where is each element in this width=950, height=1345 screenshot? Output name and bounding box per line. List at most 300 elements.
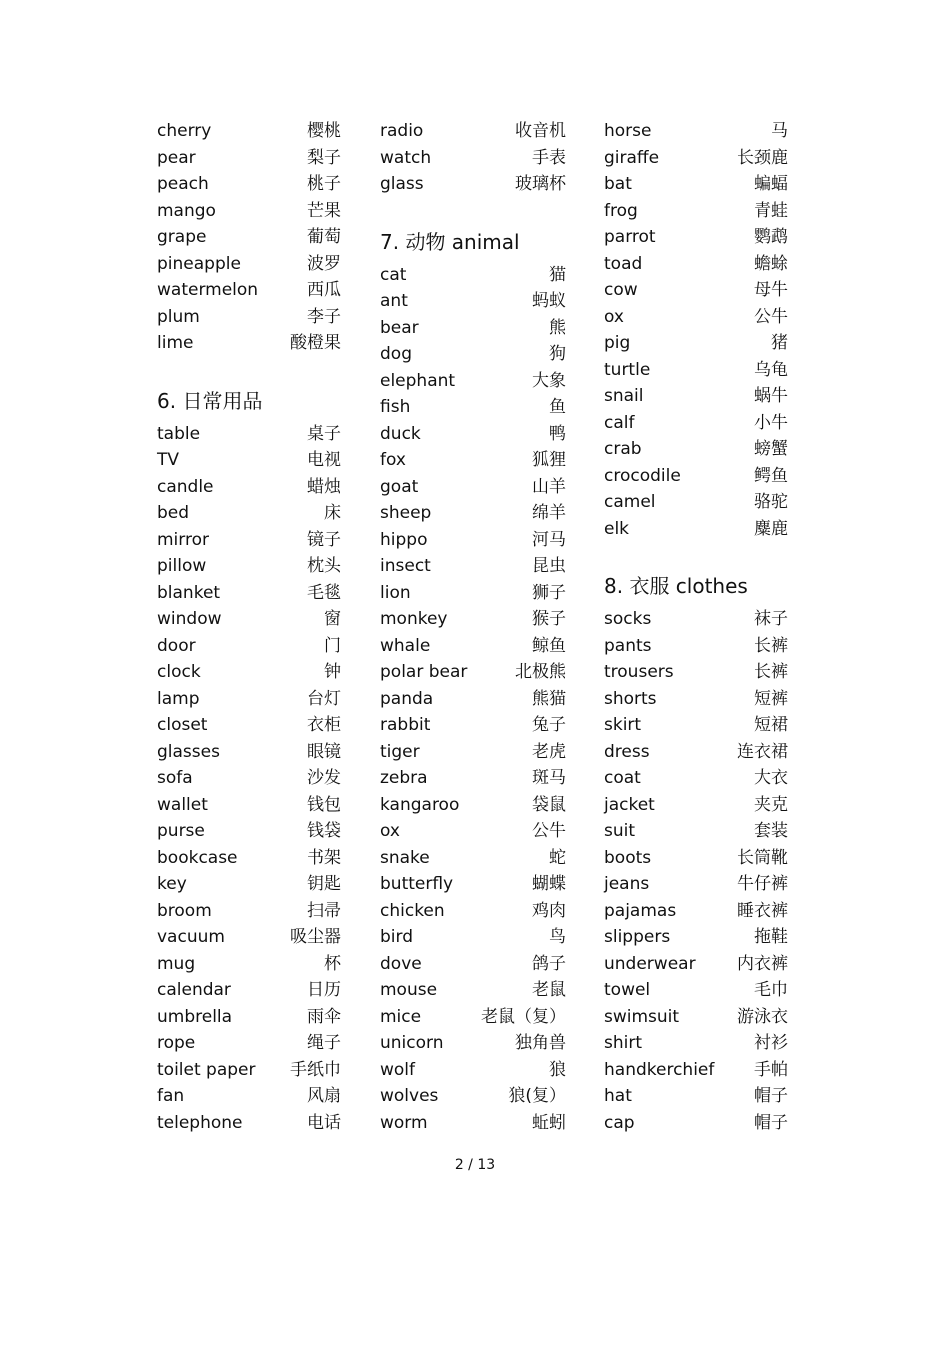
english-word: hat: [604, 1086, 632, 1106]
chinese-word: 蛇: [549, 847, 566, 868]
chinese-word: 熊猫: [532, 688, 566, 709]
chinese-word: 鱼: [549, 397, 566, 417]
chinese-word: 衬衫: [754, 1033, 788, 1053]
chinese-word: 狮子: [532, 582, 566, 603]
chinese-word: 袋鼠: [532, 794, 566, 815]
english-word: frog: [604, 200, 638, 221]
english-word: ox: [380, 821, 400, 841]
section-heading: 8. 衣服 clothes: [604, 574, 748, 598]
english-word: slippers: [604, 927, 671, 947]
english-word: duck: [380, 423, 421, 444]
english-word: dove: [380, 953, 422, 974]
english-word: cherry: [157, 121, 212, 141]
chinese-word: 风扇: [307, 1086, 341, 1106]
vocab-row: [157, 1057, 343, 1084]
chinese-word: 骆驼: [754, 492, 788, 512]
vocab-row: [157, 171, 343, 198]
chinese-word: 电话: [307, 1112, 341, 1133]
chinese-word: 钱包: [307, 794, 341, 815]
vocab-row: [380, 686, 568, 713]
chinese-word: 鳄鱼: [754, 465, 788, 486]
english-word: insect: [380, 556, 431, 576]
chinese-word: 沙发: [307, 768, 341, 788]
chinese-word: 帽子: [754, 1112, 788, 1133]
english-word: camel: [604, 492, 656, 512]
english-word: bear: [380, 317, 419, 338]
english-word: wolves: [380, 1086, 439, 1106]
chinese-word: 鸟: [549, 927, 566, 947]
chinese-word: 狗: [549, 344, 566, 364]
chinese-word: 手表: [532, 147, 566, 168]
chinese-word: 鲸鱼: [532, 635, 566, 656]
english-word: trousers: [604, 662, 674, 682]
chinese-word: 钱袋: [307, 821, 341, 841]
vocab-row: [604, 304, 790, 331]
english-word: lion: [380, 582, 411, 603]
english-word: towel: [604, 980, 651, 1000]
english-word: clock: [157, 662, 201, 682]
vocab-row: [157, 898, 343, 925]
chinese-word: 独角兽: [515, 1033, 566, 1053]
english-word: butterfly: [380, 874, 454, 894]
vocab-row: [604, 145, 790, 172]
english-word: shorts: [604, 688, 657, 709]
vocab-row: [380, 633, 568, 660]
english-word: socks: [604, 609, 652, 629]
vocab-row: [604, 516, 790, 543]
chinese-word: 老鼠（复）: [481, 1006, 566, 1027]
vocab-row: [380, 580, 568, 607]
chinese-word: 绳子: [307, 1033, 341, 1053]
chinese-word: 毛巾: [754, 980, 788, 1000]
vocab-row: [380, 1110, 568, 1137]
chinese-word: 小牛: [754, 412, 788, 433]
chinese-word: 鸽子: [532, 953, 566, 974]
english-word: wallet: [157, 794, 208, 815]
chinese-word: 老鼠: [532, 980, 566, 1000]
chinese-word: 河马: [532, 529, 566, 550]
english-word: turtle: [604, 359, 651, 380]
english-word: ox: [604, 306, 624, 327]
english-word: window: [157, 609, 222, 629]
chinese-word: 玻璃杯: [515, 174, 566, 194]
english-word: jeans: [604, 874, 650, 894]
vocab-row: [604, 1110, 790, 1137]
vocab-row: [604, 489, 790, 516]
vocab-row: [380, 712, 568, 739]
chinese-word: 连衣裙: [737, 741, 788, 762]
vocab-row: [604, 1030, 790, 1057]
chinese-word: 夹克: [754, 794, 788, 815]
vocab-row: [157, 1083, 343, 1110]
chinese-word: 大衣: [754, 768, 788, 788]
english-word: calf: [604, 412, 635, 433]
chinese-word: 老虎: [532, 741, 566, 762]
chinese-word: 内衣裤: [737, 953, 788, 974]
vocab-row: [380, 368, 568, 395]
chinese-word: 吸尘器: [290, 927, 341, 947]
vocab-row: [380, 341, 568, 368]
vocab-row: [380, 739, 568, 766]
vocab-row: [380, 659, 568, 686]
vocab-row: [380, 421, 568, 448]
vocab-column-3: [604, 118, 790, 1136]
vocab-row: [157, 659, 343, 686]
vocab-row: [380, 262, 568, 289]
english-word: chicken: [380, 900, 445, 921]
chinese-word: 杯: [324, 953, 341, 974]
chinese-word: 镜子: [307, 529, 341, 550]
vocab-row: [157, 118, 343, 145]
english-word: grape: [157, 227, 207, 247]
chinese-word: 台灯: [307, 688, 341, 709]
english-word: bird: [380, 927, 413, 947]
vocab-row: [380, 818, 568, 845]
english-word: horse: [604, 121, 652, 141]
chinese-word: 鸡肉: [532, 900, 566, 921]
vocab-row: [604, 871, 790, 898]
english-word: plum: [157, 306, 200, 327]
english-word: swimsuit: [604, 1006, 680, 1027]
chinese-word: 牛仔裤: [737, 874, 788, 894]
english-word: closet: [157, 715, 208, 735]
chinese-word: 绵羊: [532, 503, 566, 523]
english-word: umbrella: [157, 1006, 233, 1027]
vocab-column-1: [157, 118, 343, 1136]
vocab-row: [157, 474, 343, 501]
english-word: glass: [380, 174, 424, 194]
chinese-word: 长裤: [754, 662, 788, 682]
chinese-word: 手纸巾: [290, 1059, 341, 1080]
vocab-row: [157, 1110, 343, 1137]
vocab-row: [157, 765, 343, 792]
english-word: key: [157, 874, 187, 894]
vocab-row: [157, 845, 343, 872]
chinese-word: 日历: [307, 980, 341, 1000]
chinese-word: 鸭: [549, 423, 566, 444]
vocab-row: [604, 845, 790, 872]
vocab-row: [157, 818, 343, 845]
chinese-word: 短裤: [754, 688, 788, 709]
vocab-row: [604, 1057, 790, 1084]
english-word: mouse: [380, 980, 438, 1000]
chinese-word: 狼: [549, 1059, 566, 1080]
english-word: vacuum: [157, 927, 225, 947]
vocab-row: [604, 357, 790, 384]
vocab-row: [380, 500, 568, 527]
chinese-word: 猫: [549, 264, 566, 285]
english-word: table: [157, 423, 201, 444]
chinese-word: 乌龟: [754, 359, 788, 380]
english-word: cow: [604, 280, 638, 300]
vocab-row: [380, 527, 568, 554]
chinese-word: 葡萄: [307, 227, 341, 247]
chinese-word: 床: [324, 503, 341, 523]
english-word: mirror: [157, 529, 209, 550]
english-word: monkey: [380, 609, 448, 629]
vocab-row: [157, 871, 343, 898]
chinese-word: 大象: [532, 370, 566, 391]
english-word: unicorn: [380, 1033, 444, 1053]
chinese-word: 狼(复）: [508, 1086, 566, 1106]
vocab-row: [604, 436, 790, 463]
vocab-row: [380, 145, 568, 172]
chinese-word: 套装: [754, 821, 788, 841]
chinese-word: 衣柜: [307, 715, 341, 735]
chinese-word: 拖鞋: [754, 927, 788, 947]
vocab-row: [380, 977, 568, 1004]
chinese-word: 书架: [307, 847, 341, 868]
chinese-word: 电视: [307, 450, 341, 470]
english-word: candle: [157, 476, 214, 497]
english-word: telephone: [157, 1112, 243, 1133]
chinese-word: 蚯蚓: [532, 1112, 566, 1133]
chinese-word: 狐狸: [532, 450, 566, 470]
chinese-word: 西瓜: [307, 280, 341, 300]
english-word: calendar: [157, 980, 231, 1000]
vocab-row: [157, 500, 343, 527]
chinese-word: 兔子: [532, 715, 566, 735]
english-word: skirt: [604, 715, 642, 735]
english-word: watermelon: [157, 280, 259, 300]
chinese-word: 山羊: [532, 476, 566, 497]
vocab-row: [604, 118, 790, 145]
english-word: crab: [604, 439, 642, 459]
english-word: purse: [157, 821, 205, 841]
english-word: fan: [157, 1086, 185, 1106]
english-word: TV: [157, 450, 180, 470]
english-word: crocodile: [604, 465, 681, 486]
english-word: broom: [157, 900, 212, 921]
vocab-row: [604, 792, 790, 819]
chinese-word: 睡衣裤: [737, 900, 788, 921]
vocab-row: [380, 474, 568, 501]
english-word: rope: [157, 1033, 196, 1053]
vocab-row: [157, 330, 343, 357]
chinese-word: 短裙: [754, 715, 788, 735]
vocab-row: [380, 171, 568, 198]
chinese-word: 母牛: [754, 280, 788, 300]
english-word: peach: [157, 174, 209, 194]
english-word: boots: [604, 847, 652, 868]
vocab-row: [157, 224, 343, 251]
chinese-word: 螃蟹: [754, 439, 788, 459]
english-word: bat: [604, 174, 632, 194]
section-heading: 7. 动物 animal: [380, 229, 520, 254]
english-word: goat: [380, 476, 419, 497]
vocab-row: [604, 686, 790, 713]
chinese-word: 鹦鹉: [754, 227, 788, 247]
english-word: pear: [157, 147, 196, 168]
vocab-row: [604, 277, 790, 304]
english-word: pajamas: [604, 900, 677, 921]
english-word: worm: [380, 1112, 428, 1133]
vocab-row: [380, 394, 568, 421]
page-number: 2 / 13: [454, 1157, 496, 1173]
chinese-word: 扫帚: [307, 900, 341, 921]
chinese-word: 马: [771, 121, 788, 141]
english-word: fish: [380, 397, 411, 417]
chinese-word: 蜡烛: [307, 476, 341, 497]
chinese-word: 酸橙果: [290, 333, 341, 353]
english-word: sofa: [157, 768, 193, 788]
chinese-word: 门: [324, 635, 341, 656]
english-word: lime: [157, 333, 194, 353]
english-word: dress: [604, 741, 650, 762]
english-word: pig: [604, 333, 631, 353]
english-word: watch: [380, 147, 432, 168]
chinese-word: 蝙蝠: [754, 174, 788, 194]
vocab-row: [604, 1004, 790, 1031]
chinese-word: 麋鹿: [754, 518, 788, 539]
vocab-row: [604, 951, 790, 978]
chinese-word: 帽子: [754, 1086, 788, 1106]
english-word: snail: [604, 386, 644, 406]
vocab-row: [380, 792, 568, 819]
chinese-word: 波罗: [307, 253, 341, 274]
english-word: sheep: [380, 503, 432, 523]
english-word: cat: [380, 264, 407, 285]
chinese-word: 钥匙: [307, 874, 341, 894]
english-word: giraffe: [604, 147, 660, 168]
vocab-row: [604, 198, 790, 225]
vocab-row: [157, 712, 343, 739]
vocab-row: [157, 198, 343, 225]
vocab-row: [157, 421, 343, 448]
chinese-word: 游泳衣: [737, 1006, 788, 1027]
chinese-word: 长颈鹿: [737, 147, 788, 168]
vocab-row: [157, 977, 343, 1004]
chinese-word: 眼镜: [307, 741, 341, 762]
chinese-word: 桌子: [307, 423, 341, 444]
chinese-word: 芒果: [307, 200, 341, 221]
english-word: elk: [604, 518, 630, 539]
english-word: ant: [380, 291, 408, 311]
chinese-word: 收音机: [515, 121, 566, 141]
vocab-row: [157, 924, 343, 951]
vocab-row: [380, 288, 568, 315]
english-word: underwear: [604, 953, 696, 974]
vocab-row: [157, 304, 343, 331]
vocab-row: [380, 845, 568, 872]
chinese-word: 长筒靴: [737, 847, 788, 868]
vocab-row: [380, 315, 568, 342]
chinese-word: 袜子: [754, 609, 788, 629]
english-word: handkerchief: [604, 1059, 715, 1080]
vocab-row: [604, 1083, 790, 1110]
vocab-row: [380, 951, 568, 978]
english-word: snake: [380, 847, 430, 868]
vocab-row: [604, 739, 790, 766]
english-word: wolf: [380, 1059, 416, 1080]
vocab-row: [604, 383, 790, 410]
vocab-row: [157, 633, 343, 660]
english-word: jacket: [604, 794, 655, 815]
english-word: glasses: [157, 741, 220, 762]
chinese-word: 长裤: [754, 635, 788, 656]
chinese-word: 梨子: [307, 147, 341, 168]
chinese-word: 公牛: [754, 306, 788, 327]
english-word: whale: [380, 635, 431, 656]
vocab-row: [604, 924, 790, 951]
vocab-row: [157, 606, 343, 633]
chinese-word: 北极熊: [515, 662, 566, 682]
vocab-row: [157, 277, 343, 304]
english-word: mango: [157, 200, 216, 221]
vocab-row: [380, 871, 568, 898]
english-word: tiger: [380, 741, 420, 762]
vocab-row: [157, 1004, 343, 1031]
vocab-row: [604, 410, 790, 437]
vocab-row: [380, 898, 568, 925]
english-word: lamp: [157, 688, 200, 709]
vocab-row: [157, 1030, 343, 1057]
vocab-row: [380, 1030, 568, 1057]
english-word: parrot: [604, 227, 656, 247]
english-word: cap: [604, 1112, 635, 1133]
vocab-row: [157, 739, 343, 766]
english-word: pineapple: [157, 253, 241, 274]
vocab-row: [380, 1057, 568, 1084]
chinese-word: 蟾蜍: [754, 253, 788, 274]
vocab-row: [157, 527, 343, 554]
vocab-column-2: [380, 118, 568, 1136]
english-word: toad: [604, 253, 643, 274]
vocab-row: [380, 924, 568, 951]
chinese-word: 雨伞: [307, 1006, 341, 1027]
english-word: radio: [380, 121, 424, 141]
english-word: pillow: [157, 556, 207, 576]
vocab-row: [604, 818, 790, 845]
english-word: mice: [380, 1006, 422, 1027]
vocab-row: [380, 1083, 568, 1110]
vocab-row: [380, 553, 568, 580]
vocab-row: [157, 553, 343, 580]
chinese-word: 毛毯: [307, 582, 341, 603]
english-word: panda: [380, 688, 434, 709]
vocab-row: [380, 606, 568, 633]
english-word: hippo: [380, 529, 428, 550]
chinese-word: 猴子: [532, 609, 566, 629]
english-word: door: [157, 635, 196, 656]
vocab-row: [604, 659, 790, 686]
chinese-word: 蝴蝶: [532, 874, 566, 894]
english-word: toilet paper: [157, 1059, 256, 1080]
chinese-word: 桃子: [307, 174, 341, 194]
english-word: kangaroo: [380, 794, 460, 815]
english-word: dog: [380, 344, 412, 364]
vocab-row: [380, 447, 568, 474]
vocab-row: [380, 118, 568, 145]
english-word: coat: [604, 768, 641, 788]
vocab-row: [380, 1004, 568, 1031]
chinese-word: 斑马: [532, 768, 566, 788]
english-word: bed: [157, 503, 190, 523]
english-word: polar bear: [380, 662, 468, 682]
vocab-row: [604, 463, 790, 490]
vocab-row: [157, 686, 343, 713]
chinese-word: 樱桃: [307, 121, 341, 141]
chinese-word: 蜗牛: [754, 386, 788, 406]
english-word: pants: [604, 635, 652, 656]
chinese-word: 蚂蚁: [532, 291, 566, 311]
english-word: rabbit: [380, 715, 431, 735]
chinese-word: 钟: [324, 662, 341, 682]
vocab-row: [380, 765, 568, 792]
chinese-word: 昆虫: [532, 556, 566, 576]
vocab-row: [604, 606, 790, 633]
chinese-word: 窗: [324, 609, 341, 629]
